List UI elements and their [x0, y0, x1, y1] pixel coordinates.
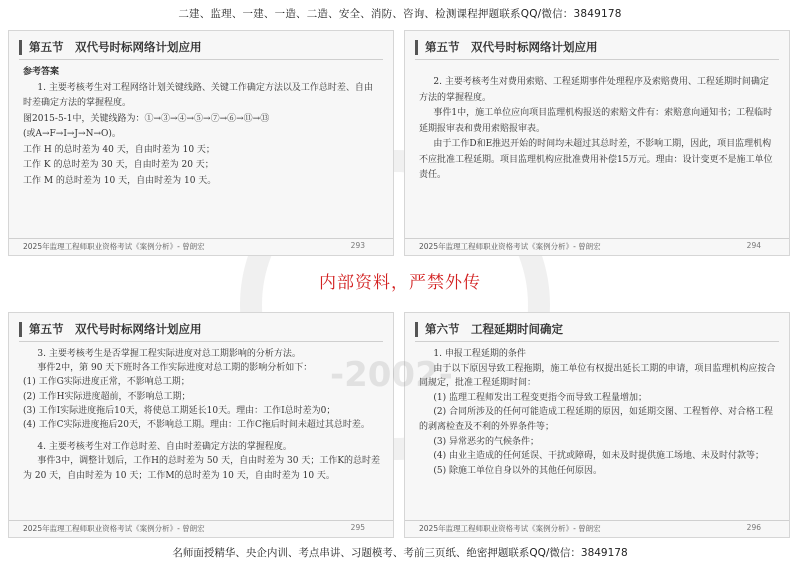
slide-296	[404, 312, 790, 538]
text-line: (2) 合同所涉及的任何可能造成工程延期的原因，如延期交图、工程暂停、对合格工程的剥离检查及不利的外界条件等；	[419, 407, 774, 432]
footer-text: 2025年监理工程师职业资格考试《案例分析》- 曾朗宏	[23, 242, 205, 251]
text-line: 工作 K 的总时差为 30 天，自由时差为 20 天；	[23, 160, 214, 170]
page-number: 293	[350, 241, 365, 250]
header-divider	[19, 341, 383, 342]
slide-body	[23, 347, 381, 483]
text-line: 工作 M 的总时差为 10 天，自由时差为 10 天。	[23, 175, 217, 186]
slide-body	[419, 75, 777, 184]
slide-header	[9, 31, 393, 61]
text-line: 由于工作D和E推迟开始的时间均未超过其总时差，不影响工期，因此，项目监理机构不应批准工程延期。项目监理机构应批准费用补偿15万元。理由：设计变更不是施工单位责任。	[419, 139, 773, 180]
page-number: 294	[746, 241, 761, 250]
slide-title: 第五节 双代号时标网络计划应用	[29, 322, 202, 336]
slide-title: 第六节 工程延期时间确定	[425, 322, 563, 336]
text-line: (1) 工作G实际进度正常，不影响总工期；	[23, 377, 190, 388]
top-banner: 二建、监理、一建、一造、二造、安全、消防、咨询、检测课程押题联系QQ/微信：3849178	[178, 8, 622, 20]
slide-header	[9, 313, 393, 343]
footer-text: 2025年监理工程师职业资格考试《案例分析》- 曾朗宏	[419, 242, 601, 251]
text-line: (4) 由业主造成的任何延误、干扰或障碍，如未及时提供施工场地、未及时付款等；	[433, 451, 765, 462]
text-line: 2. 主要考核考生对费用索赔、工程延期事件处理程序及索赔费用、工程延期时间确定方法的掌握程度。	[419, 77, 769, 103]
text-line: 4. 主要考核考生对工作总时差、自由时差确定方法的掌握程度。	[37, 442, 292, 453]
text-line: 事件1中，施工单位应向项目监理机构报送的索赔文件有：索赔意向通知书；工程临时延期报审表和费用索赔报审表。	[419, 108, 773, 134]
header-divider	[19, 59, 383, 60]
slide-294	[404, 30, 790, 256]
slide-body	[23, 65, 381, 189]
text-line: 1. 申报工程延期的条件	[433, 349, 526, 359]
watermark-year: -2002-	[330, 355, 453, 395]
title-accent-bar	[415, 322, 418, 337]
slide-295	[8, 312, 394, 538]
slide-footer	[9, 520, 393, 537]
text-line: (2) 工作H实际进度超前，不影响总工期；	[23, 391, 191, 402]
title-accent-bar	[19, 40, 22, 55]
page-number: 295	[350, 523, 365, 532]
text-line: 工作 H 的总时差为 40 天，自由时差为 10 天；	[23, 144, 215, 155]
slide-title: 第五节 双代号时标网络计划应用	[29, 40, 202, 54]
slide-footer	[9, 238, 393, 255]
slide-footer	[405, 238, 789, 255]
text-line: 1. 主要考核考生对工程网络计划关键线路、关键工作确定方法以及工作总时差、自由时差确定方法的掌握程度。	[23, 82, 373, 108]
title-accent-bar	[415, 40, 418, 55]
slide-293	[8, 30, 394, 256]
footer-text: 2025年监理工程师职业资格考试《案例分析》- 曾朗宏	[23, 524, 205, 533]
header-divider	[415, 59, 779, 60]
text-line: 由于以下原因导致工程拖期，施工单位有权提出延长工期的申请，项目监理机构应按合同规定，批准工程延期时间：	[419, 363, 776, 389]
text-line: 事件3中，调整计划后，工作H的总时差为 50 天，自由时差为 30 天；工作K的总时差为 20 天，自由时差为 10 天；工作M的总时差为 10 天，自由时差为 10 天。	[23, 456, 381, 481]
text-line: (3) 工作I实际进度拖后10天，将使总工期延长10天。理由：工作I总时差为0；	[23, 405, 336, 416]
text-line: (5) 除施工单位自身以外的其他任何原因。	[433, 465, 603, 476]
slide-title: 第五节 双代号时标网络计划应用	[425, 40, 598, 54]
text-line: 图2015-5-1中，关键线路为：①→③→④→⑤→⑦→⑥→⑪→⑬	[23, 113, 270, 124]
answer-heading: 参考答案	[23, 67, 60, 77]
confidential-warning: 内部资料，严禁外传	[319, 273, 481, 293]
text-line: (或A→F→I→J→N→O)。	[23, 129, 121, 139]
text-line: 3. 主要考核考生是否掌握工程实际进度对总工期影响的分析方法。	[37, 349, 301, 359]
text-line: (1) 监理工程师发出工程变更指令而导致工程量增加；	[433, 392, 648, 403]
text-line: 事件2中，第 90 天下班时各工作实际进度对总工期的影响分析如下：	[37, 363, 313, 374]
text-line: (3) 异常恶劣的气候条件；	[433, 436, 540, 447]
slide-footer	[405, 520, 789, 537]
header-divider	[415, 341, 779, 342]
page-number: 296	[746, 523, 761, 532]
slide-body	[419, 347, 777, 478]
slide-header	[405, 313, 789, 343]
footer-text: 2025年监理工程师职业资格考试《案例分析》- 曾朗宏	[419, 524, 601, 533]
slide-header	[405, 31, 789, 61]
text-line: (4) 工作C实际进度拖后20天，不影响总工期。理由：工作C拖后时间未超过其总时差。	[23, 420, 370, 431]
title-accent-bar	[19, 322, 22, 337]
bottom-banner: 名师面授精华、央企内训、考点串讲、习题模考、考前三页纸、绝密押题联系QQ/微信：3849178	[172, 547, 628, 559]
